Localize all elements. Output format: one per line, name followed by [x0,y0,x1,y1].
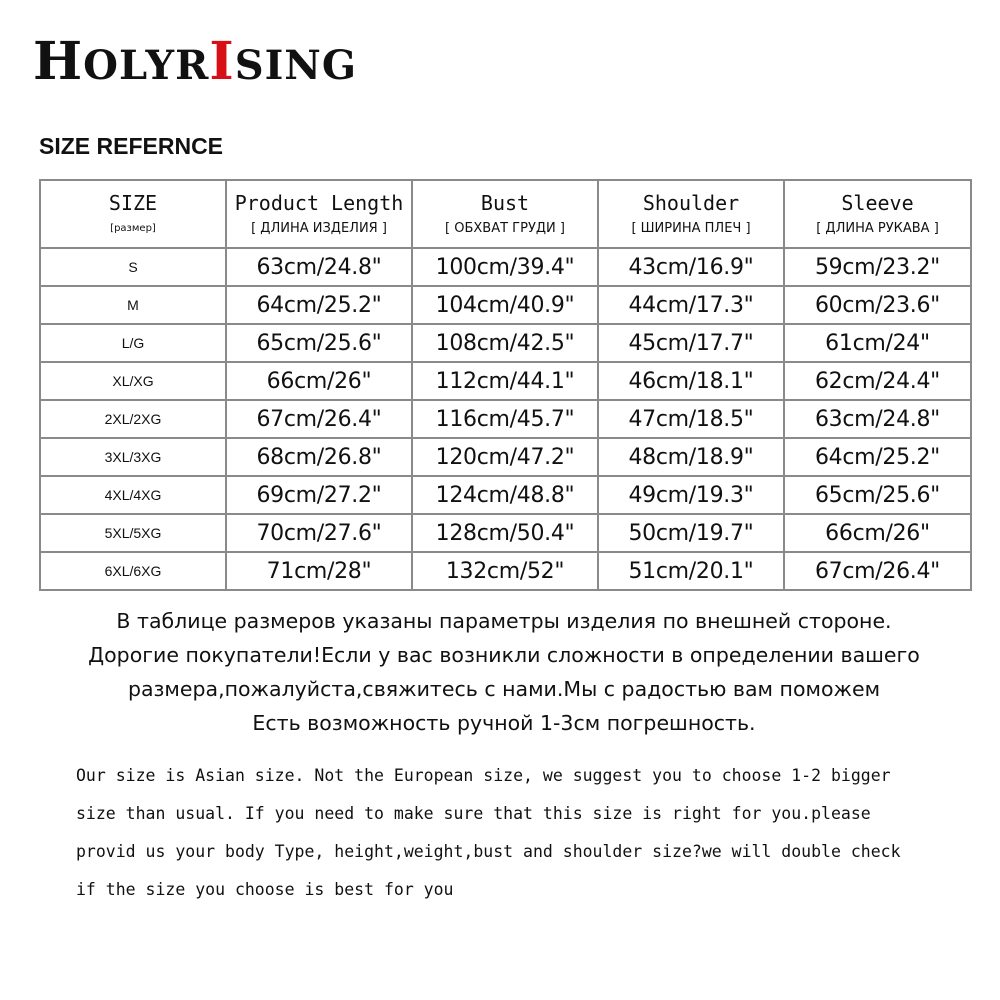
column-header [412,180,598,248]
measurement-cell: 67cm/26.4" [784,552,971,590]
measurement-cell: 63cm/24.8" [226,248,412,286]
column-header [598,180,784,248]
column-header-russian-label: [ ДЛИНА РУКАВА ] [816,220,939,236]
column-header-russian-label: [ ШИРИНА ПЛЕЧ ] [631,220,751,236]
measurement-cell: 132cm/52" [412,552,598,590]
measurement-cell: 62cm/24.4" [784,362,971,400]
measurement-cell: 69cm/27.2" [226,476,412,514]
column-header-label: Product Length [234,190,404,215]
size-label-cell: S [40,248,226,286]
size-label-cell: L/G [40,324,226,362]
english-note-line: if the size you choose is best for you [76,880,454,899]
column-header-russian-label: [ ДЛИНА ИЗДЕЛИЯ ] [251,220,387,236]
table-row [40,362,971,400]
measurement-cell: 67cm/26.4" [226,400,412,438]
column-header-label: Sleeve [841,190,914,215]
table-row [40,286,971,324]
logo-letters-olyr: OLYR [83,42,210,89]
measurement-cell: 65cm/25.6" [784,476,971,514]
measurement-cell: 66cm/26" [784,514,971,552]
section-title: SIZE REFERNCE [39,133,224,159]
measurement-cell: 44cm/17.3" [598,286,784,324]
table-row [40,476,971,514]
brand-logo [33,31,358,92]
measurement-cell: 112cm/44.1" [412,362,598,400]
size-label-cell: 5XL/5XG [40,514,226,552]
column-header-label: SIZE [108,190,158,215]
measurement-cell: 100cm/39.4" [412,248,598,286]
table-row [40,324,971,362]
column-header-label: Bust [480,190,530,215]
size-label-cell: 4XL/4XG [40,476,226,514]
logo-letters-sing: SING [234,42,358,89]
column-header [226,180,412,248]
measurement-cell: 63cm/24.8" [784,400,971,438]
measurement-cell: 71cm/28" [226,552,412,590]
russian-note [20,604,988,740]
column-header-russian-label: [ ОБХВАТ ГРУДИ ] [445,220,565,236]
measurement-cell: 61cm/24" [784,324,971,362]
table-body [40,248,971,590]
english-note-line: size than usual. If you need to make sure that this size is right for you.please [76,804,871,823]
measurement-cell: 128cm/50.4" [412,514,598,552]
english-note-line: Our size is Asian size. Not the European size, we suggest you to choose 1-2 bigger [76,766,891,785]
measurement-cell: 46cm/18.1" [598,362,784,400]
measurement-cell: 124cm/48.8" [412,476,598,514]
measurement-cell: 104cm/40.9" [412,286,598,324]
measurement-cell: 60cm/23.6" [784,286,971,324]
table-row [40,552,971,590]
measurement-cell: 66cm/26" [226,362,412,400]
measurement-cell: 48cm/18.9" [598,438,784,476]
russian-note-line: Есть возможность ручной 1-3см погрешность. [252,711,756,735]
english-note-line: provid us your body Type, height,weight,bust and shoulder size?we will double check [76,842,901,861]
size-label-cell: XL/XG [40,362,226,400]
column-header [40,180,226,248]
table-row [40,438,971,476]
size-label-cell: 2XL/2XG [40,400,226,438]
measurement-cell: 50cm/19.7" [598,514,784,552]
russian-note-line: размера,пожалуйста,свяжитесь с нами.Мы с радостью вам поможем [127,677,881,701]
measurement-cell: 116cm/45.7" [412,400,598,438]
measurement-cell: 49cm/19.3" [598,476,784,514]
measurement-cell: 65cm/25.6" [226,324,412,362]
column-header-label: Shoulder [642,190,740,215]
measurement-cell: 64cm/25.2" [784,438,971,476]
measurement-cell: 51cm/20.1" [598,552,784,590]
measurement-cell: 45cm/17.7" [598,324,784,362]
table-row [40,400,971,438]
measurement-cell: 59cm/23.2" [784,248,971,286]
measurement-cell: 43cm/16.9" [598,248,784,286]
measurement-cell: 64cm/25.2" [226,286,412,324]
russian-note-line: Дорогие покупатели!Если у вас возникли сложности в определении вашего [88,643,920,667]
measurement-cell: 47cm/18.5" [598,400,784,438]
column-header [784,180,971,248]
logo-letter-h: H [33,31,84,92]
english-note [76,757,976,909]
size-label-cell: M [40,286,226,324]
measurement-cell: 108cm/42.5" [412,324,598,362]
table-row [40,514,971,552]
column-header-russian-label: [размер] [110,222,156,234]
measurement-cell: 70cm/27.6" [226,514,412,552]
table-row [40,248,971,286]
russian-note-line: В таблице размеров указаны параметры изделия по внешней стороне. [116,609,892,633]
size-label-cell: 6XL/6XG [40,552,226,590]
measurement-cell: 68cm/26.8" [226,438,412,476]
logo-letter-i: I [209,31,235,92]
size-table [39,179,972,591]
table-header-row [40,180,971,248]
measurement-cell: 120cm/47.2" [412,438,598,476]
size-label-cell: 3XL/3XG [40,438,226,476]
